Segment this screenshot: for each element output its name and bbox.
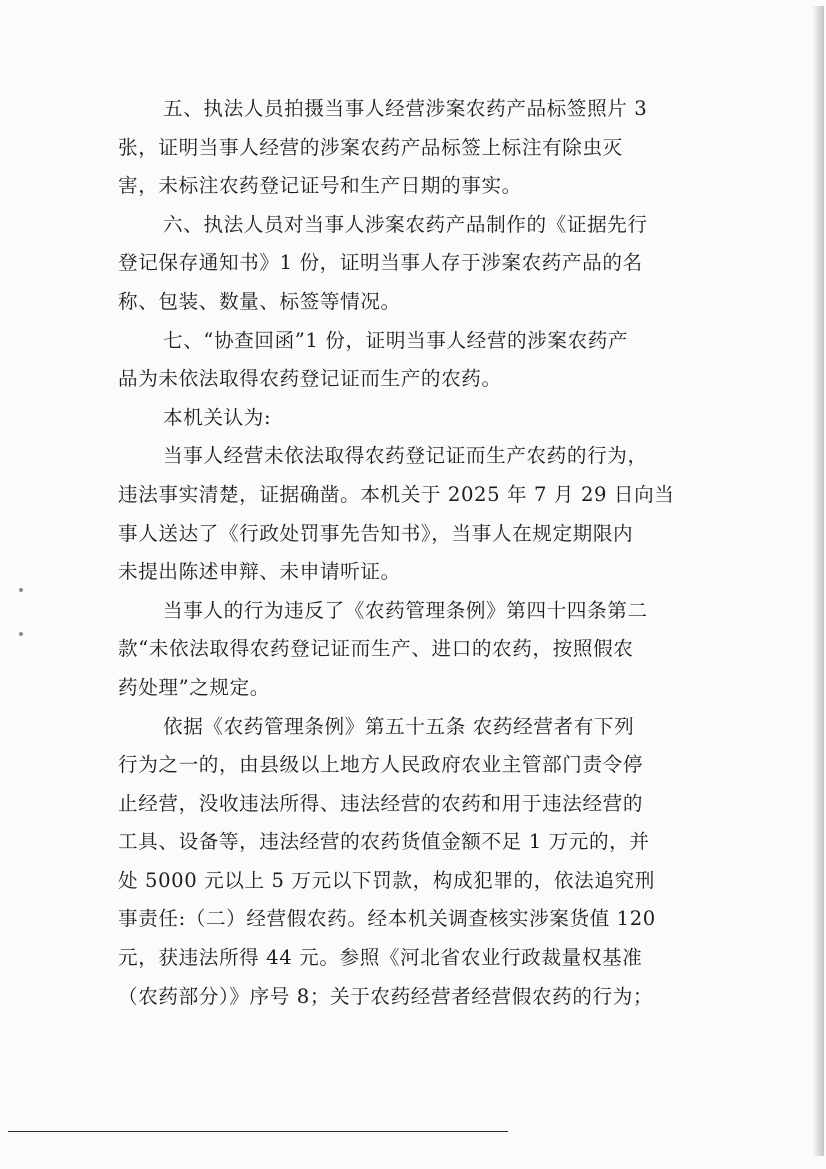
text-line: 事责任:（二）经营假农药。经本机关调查核实涉案货值 120 (118, 907, 656, 931)
text-line: 工具、设备等，违法经营的农药货值金额不足 1 万元的，并 (118, 830, 650, 854)
text-line: 本机关认为: (163, 405, 272, 429)
text-line: 元，获违法所得 44 元。参照《河北省农业行政裁量权基准 (118, 946, 643, 970)
text-line: 称、包装、数量、标签等情况。 (118, 289, 401, 313)
document-body (118, 90, 708, 1016)
text-line: 依据《农药管理条例》第五十五条 农药经营者有下列 (163, 714, 635, 738)
text-line: 事人送达了《行政处罚事先告知书》，当事人在规定期限内 (118, 521, 634, 545)
text-line: 当事人经营未依法取得农药登记证而生产农药的行为， (163, 444, 648, 468)
show-through-text-bottom (310, 1055, 440, 1115)
text-line: 行为之一的，由县级以上地方人民政府农业主管部门责令停 (118, 753, 644, 777)
text-line: 药处理”之规定。 (118, 675, 270, 699)
text-line: （农药部分）》序号 8；关于农药经营者经营假农药的行为； (118, 984, 654, 1008)
text-line: 当事人的行为违反了《农药管理条例》第四十四条第二 (163, 598, 648, 622)
show-through-text (250, 4, 460, 62)
text-line: 违法事实清楚，证据确凿。本机关于 2025 年 7 月 29 日向当 (118, 482, 675, 506)
scan-speck (19, 588, 23, 592)
text-line: 害，未标注农药登记证号和生产日期的事实。 (118, 174, 522, 198)
text-line: 止经营，没收违法所得、违法经营的农药和用于违法经营的 (118, 791, 644, 815)
text-line: 处 5000 元以上 5 万元以下罚款，构成犯罪的，依法追究刑 (118, 868, 655, 892)
scan-edge-shadow (812, 6, 824, 1156)
text-line: 款“未依法取得农药登记证而生产、进口的农药，按照假农 (118, 637, 634, 661)
bottom-rule (8, 1131, 508, 1132)
text-line: 未提出陈述申辩、未申请听证。 (118, 560, 401, 584)
text-line: 六、执法人员对当事人涉案农药产品制作的《证据先行 (163, 212, 648, 236)
scan-speck (19, 632, 23, 636)
text-line: 登记保存通知书》1 份，证明当事人存于涉案农药产品的名 (118, 251, 643, 275)
text-line: 七、“协查回函”1 份，证明当事人经营的涉案农药产 (163, 328, 629, 352)
text-line: 五、执法人员拍摄当事人经营涉案农药产品标签照片 3 (163, 97, 648, 120)
text-line: 张，证明当事人经营的涉案农药产品标签上标注有除虫灭 (118, 135, 623, 159)
text-line: 品为未依法取得农药登记证而生产的农药。 (118, 367, 502, 391)
